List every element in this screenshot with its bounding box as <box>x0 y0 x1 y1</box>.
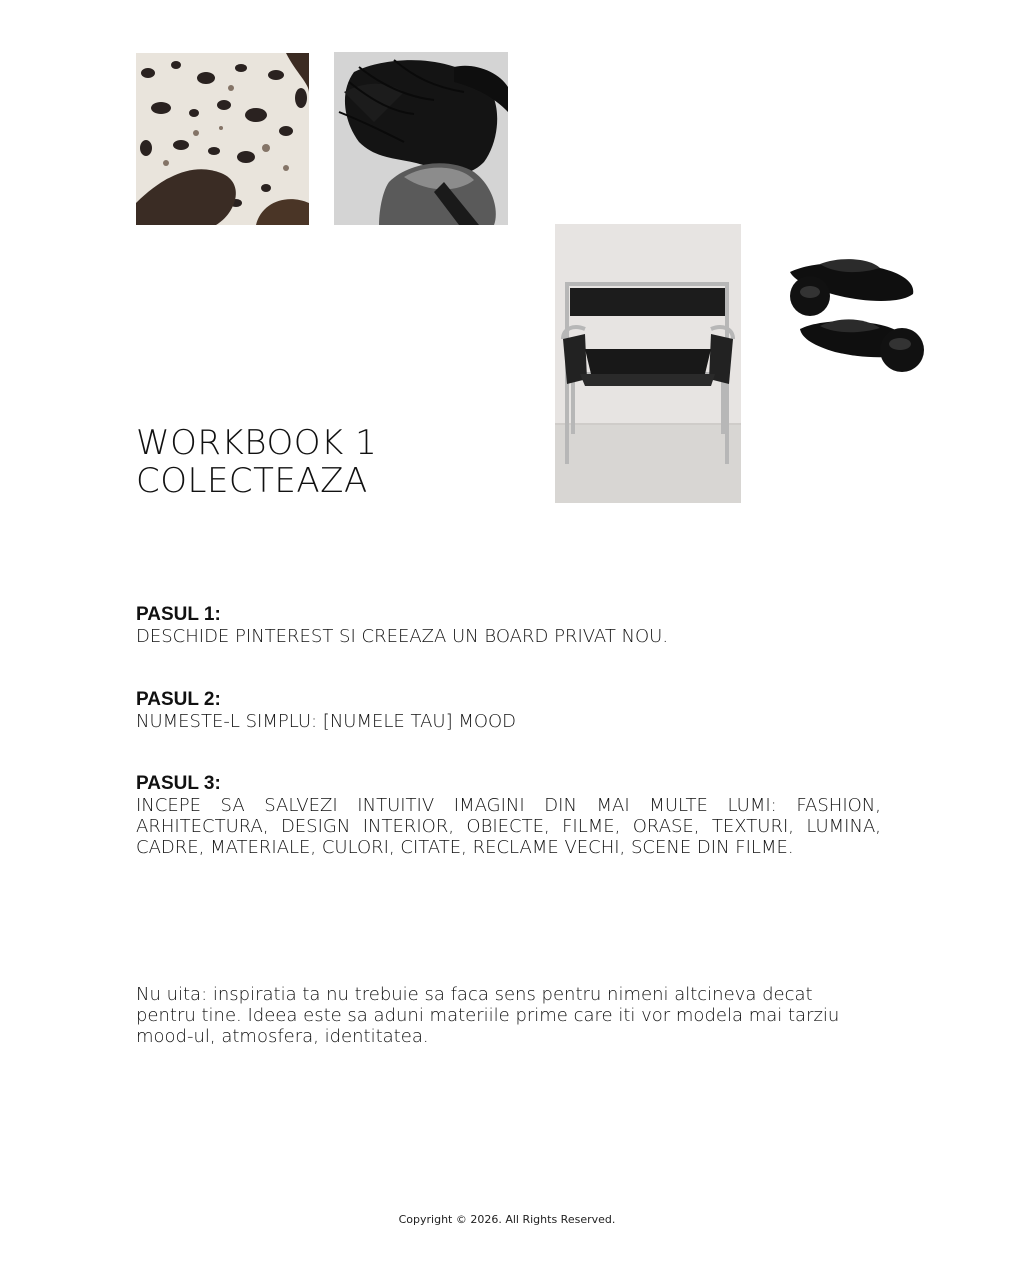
title-line-1: WORKBOOK 1 <box>136 423 378 463</box>
page-title <box>136 424 377 500</box>
step-1-text: DESCHIDE PINTEREST SI CREEAZA UN BOARD PRIVAT NOU. <box>136 626 669 647</box>
hair-flip-portrait-image <box>334 52 508 225</box>
title-line-2: COLECTEAZA <box>136 461 368 501</box>
step-1 <box>136 604 881 647</box>
step-3-label: PASUL 3: <box>136 773 221 794</box>
step-3-text: INCEPE SA SALVEZI INTUITIV IMAGINI DIN MAI MULTE LUMI: FASHION, ARHITECTURA, DESIGN INTERIOR, OBIECTE, FILME, ORASE, TEXTURI, LUMINA, CADRE, MATERIALE, CULORI, CITATE, RECLAME VECHI, SCENE DIN FILME. <box>136 795 881 858</box>
step-3 <box>136 773 881 858</box>
step-2 <box>136 689 881 732</box>
chrome-leather-chair-image <box>555 224 741 503</box>
cowhide-texture-image <box>136 53 309 225</box>
reminder-note: Nu uita: inspiratia ta nu trebuie sa faca sens pentru nimeni altcineva decat pentru tine. Ideea este sa aduni materiile prime care iti vor modela mai tarziu mood-ul, atmosfera, identitatea. <box>136 984 840 1047</box>
step-2-label: PASUL 2: <box>136 689 221 710</box>
copyright-footer: Copyright © 2026. All Rights Reserved. <box>398 1213 616 1226</box>
step-2-text: NUMESTE-L SIMPLU: [NUMELE TAU] MOOD <box>136 711 517 732</box>
black-mule-shoes-image <box>780 254 926 374</box>
step-1-label: PASUL 1: <box>136 604 221 625</box>
